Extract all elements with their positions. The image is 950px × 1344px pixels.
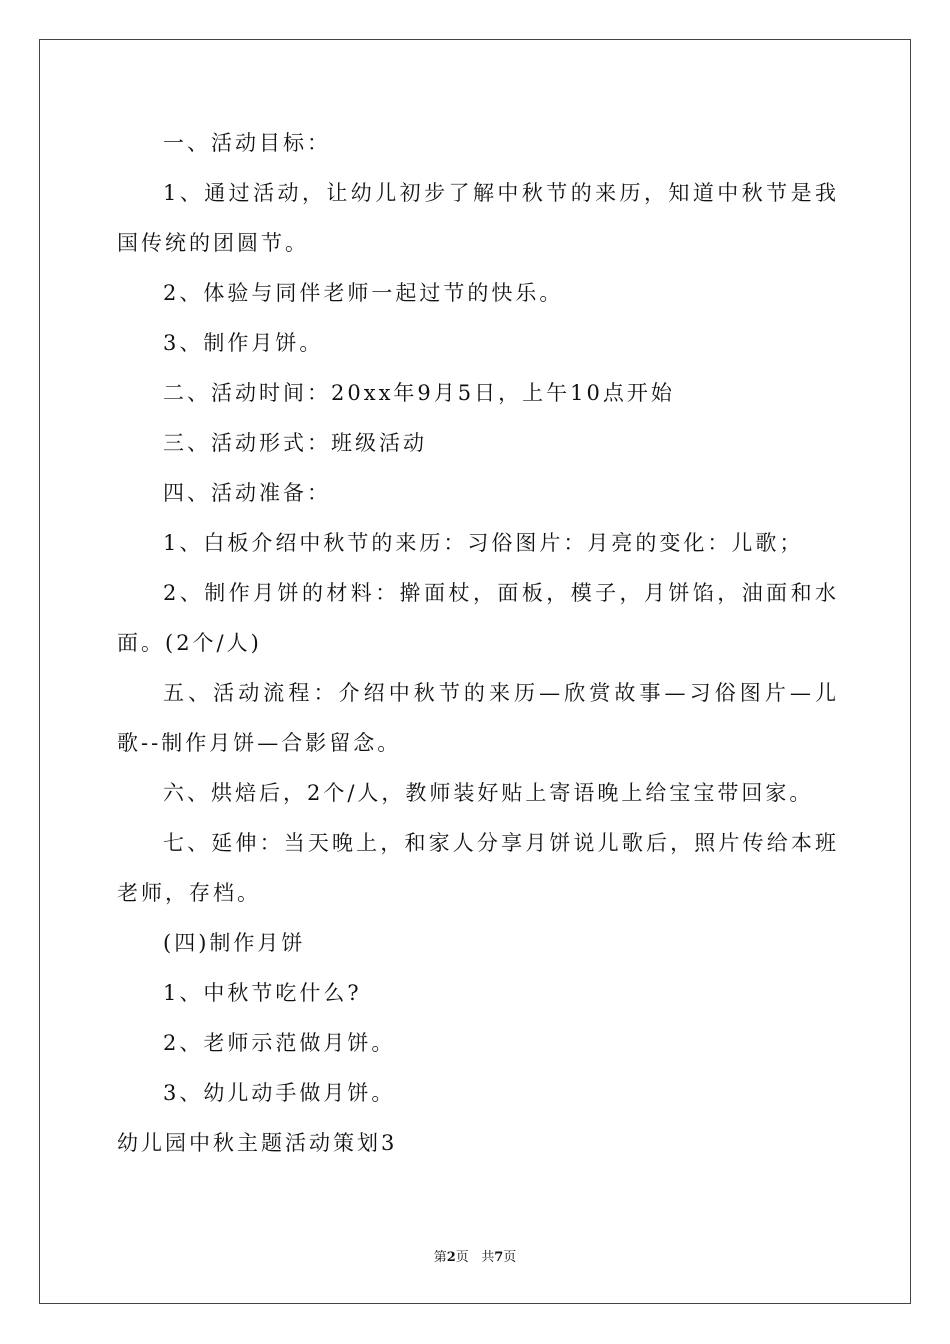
footer-page-number: 2 [446,1250,456,1265]
paragraph: 3、幼儿动手做月饼。 [163,1081,396,1105]
footer-total-suffix: 页 [503,1250,517,1265]
paragraph: 1、通过活动，让幼儿初步了解中秋节的来历，知道中秋节是我国传统的团圆节。 [117,181,839,255]
paragraph: 三、活动形式：班级活动 [163,431,427,455]
paragraph: 1、中秋节吃什么? [163,981,362,1005]
paragraph: 一、活动目标： [163,131,331,155]
footer-prefix: 第 [433,1250,447,1265]
document-body [117,118,839,1168]
paragraph: 七、延伸：当天晚上，和家人分享月饼说儿歌后，照片传给本班老师，存档。 [117,831,839,905]
paragraph: 二、活动时间：20xx年9月5日，上午10点开始 [163,381,675,405]
paragraph: 1、白板介绍中秋节的来历：习俗图片：月亮的变化：儿歌； [163,531,804,555]
footer-page-suffix: 页 [455,1250,469,1265]
paragraph: 四、活动准备： [163,481,331,505]
paragraph: (四)制作月饼 [163,931,306,955]
paragraph: 3、制作月饼。 [163,331,324,355]
paragraph: 五、活动流程：介绍中秋节的来历—欣赏故事—习俗图片—儿歌--制作月饼—合影留念。 [117,681,839,755]
section-heading: 幼儿园中秋主题活动策划3 [117,1131,398,1155]
paragraph: 2、老师示范做月饼。 [163,1031,396,1055]
paragraph: 2、体验与同伴老师一起过节的快乐。 [163,281,564,305]
footer-total-pages: 7 [494,1250,504,1265]
paragraph: 六、烘焙后，2个/人，教师装好贴上寄语晚上给宝宝带回家。 [163,781,814,805]
page-footer [0,1246,950,1265]
paragraph: 2、制作月饼的材料：擀面杖，面板，模子，月饼馅，油面和水面。(2个/人) [117,581,839,655]
footer-total-prefix: 共 [481,1250,495,1265]
